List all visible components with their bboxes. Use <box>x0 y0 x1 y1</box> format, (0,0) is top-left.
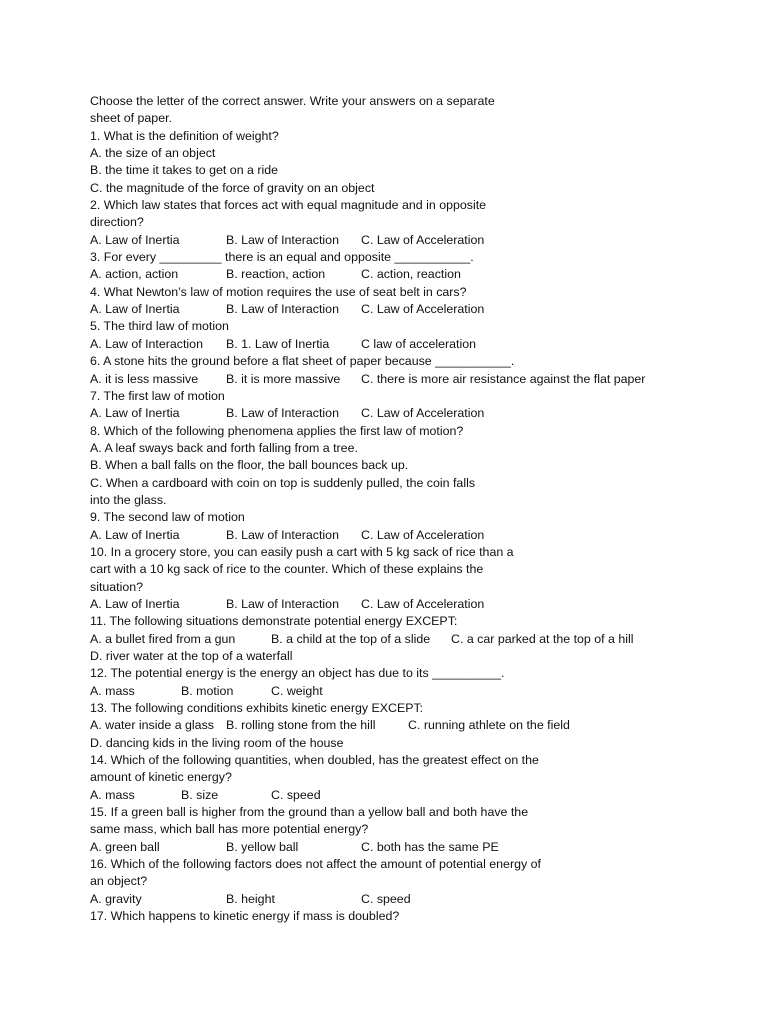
answer-option: C law of acceleration <box>361 336 477 351</box>
question-text: 9. The second law of motion <box>90 510 245 525</box>
answer-option: B. size <box>181 787 219 802</box>
options-row <box>90 527 730 544</box>
answer-option: B. 1. Law of Inertia <box>226 336 330 351</box>
answer-option: B. Law of Interaction <box>226 596 339 611</box>
question-text: 8. Which of the following phenomena applies the first law of motion? <box>90 423 464 438</box>
answer-option: A. Law of Inertia <box>90 596 180 611</box>
answer-option: C. Law of Acceleration <box>361 596 485 611</box>
options-row <box>90 717 730 734</box>
options-row <box>90 891 730 908</box>
options-row <box>90 787 730 804</box>
question-text: 1. What is the definition of weight? <box>90 128 279 143</box>
answer-option: C. When a cardboard with coin on top is suddenly pulled, the coin falls <box>90 475 476 490</box>
answer-option: B. motion <box>181 683 234 698</box>
answer-option: B. height <box>226 891 275 906</box>
answer-option: C. a car parked at the top of a hill <box>451 631 634 646</box>
question-text: 17. Which happens to kinetic energy if mass is doubled? <box>90 909 400 924</box>
answer-option: B. reaction, action <box>226 267 326 282</box>
answer-option: C. weight <box>271 683 323 698</box>
answer-option: B. it is more massive <box>226 371 341 386</box>
answer-option: B. When a ball falls on the floor, the ball bounces back up. <box>90 458 409 473</box>
answer-option: C. there is more air resistance against the flat paper <box>361 371 646 386</box>
question-text: 11. The following situations demonstrate potential energy EXCEPT: <box>90 614 458 629</box>
answer-option: C. the magnitude of the force of gravity on an object <box>90 180 375 195</box>
answer-option: into the glass. <box>90 492 167 507</box>
answer-option: A. water inside a glass <box>90 718 214 733</box>
answer-option: C. speed <box>361 891 411 906</box>
answer-option: D. dancing kids in the living room of the house <box>90 735 344 750</box>
options-row <box>90 266 730 283</box>
answer-option: D. river water at the top of a waterfall <box>90 649 293 663</box>
options-row <box>90 683 730 700</box>
answer-option: A. Law of Inertia <box>90 302 180 317</box>
question-text: 4. What Newton’s law of motion requires the use of seat belt in cars? <box>90 284 467 299</box>
answer-option: A. Law of Inertia <box>90 527 180 542</box>
question-text: amount of kinetic energy? <box>90 770 232 785</box>
options-row <box>90 405 730 422</box>
instructions-line: sheet of paper. <box>90 111 172 126</box>
question-text: 2. Which law states that forces act with equal magnitude and in opposite <box>90 198 487 213</box>
question-text: 13. The following conditions exhibits kinetic energy EXCEPT: <box>90 701 424 716</box>
answer-option: A. green ball <box>90 839 160 854</box>
answer-option: A. Law of Interaction <box>90 336 203 351</box>
answer-option: B. rolling stone from the hill <box>226 718 376 733</box>
answer-option: A. Law of Inertia <box>90 406 180 421</box>
answer-option: C. Law of Acceleration <box>361 406 485 421</box>
answer-option: A. A leaf sways back and forth falling from a tree. <box>90 440 358 455</box>
question-text: 7. The first law of motion <box>90 388 225 403</box>
answer-option: C. Law of Acceleration <box>361 527 485 542</box>
answer-option: A. the size of an object <box>90 146 216 161</box>
quiz-content <box>90 93 730 926</box>
answer-option: B. Law of Interaction <box>226 302 339 317</box>
question-text: 6. A stone hits the ground before a flat sheet of paper because ___________. <box>90 354 515 369</box>
question-text: 16. Which of the following factors does not affect the amount of potential energy of <box>90 857 541 872</box>
question-text: 12. The potential energy is the energy an object has due to its __________. <box>90 666 505 681</box>
answer-option: B. a child at the top of a slide <box>271 631 431 646</box>
answer-option: C. Law of Acceleration <box>361 232 485 247</box>
answer-option: C. both has the same PE <box>361 839 499 854</box>
answer-option: A. a bullet fired from a gun <box>90 631 236 646</box>
question-text: cart with a 10 kg sack of rice to the counter. Which of these explains the <box>90 562 484 577</box>
options-row <box>90 301 730 318</box>
answer-option: C. action, reaction <box>361 267 461 282</box>
options-row <box>90 596 730 613</box>
question-text: 5. The third law of motion <box>90 319 229 334</box>
question-text: 14. Which of the following quantities, when doubled, has the greatest effect on the <box>90 753 539 768</box>
answer-option: B. Law of Interaction <box>226 232 339 247</box>
options-row <box>90 631 730 648</box>
answer-option: C. speed <box>271 787 321 802</box>
question-text: situation? <box>90 579 144 594</box>
answer-option: C. running athlete on the field <box>408 718 570 733</box>
answer-option: C. Law of Acceleration <box>361 302 485 317</box>
options-row <box>90 371 730 388</box>
answer-option: A. mass <box>90 683 135 698</box>
options-row <box>90 232 730 249</box>
instructions-line: Choose the letter of the correct answer. Write your answers on a separate <box>90 94 495 108</box>
question-text: direction? <box>90 215 144 230</box>
answer-option: A. gravity <box>90 891 142 906</box>
answer-option: A. mass <box>90 787 135 802</box>
question-text: 3. For every _________ there is an equal and opposite ___________. <box>90 250 474 265</box>
question-text: same mass, which ball has more potential energy? <box>90 822 369 837</box>
question-text: 10. In a grocery store, you can easily push a cart with 5 kg sack of rice than a <box>90 544 514 559</box>
answer-option: A. Law of Inertia <box>90 232 180 247</box>
answer-option: B. Law of Interaction <box>226 527 339 542</box>
question-text: 15. If a green ball is higher from the ground than a yellow ball and both have the <box>90 805 529 820</box>
answer-option: A. it is less massive <box>90 371 199 386</box>
options-row <box>90 839 730 856</box>
answer-option: B. the time it takes to get on a ride <box>90 163 279 178</box>
answer-option: B. Law of Interaction <box>226 406 339 421</box>
answer-option: A. action, action <box>90 267 179 282</box>
question-text: an object? <box>90 874 148 889</box>
answer-option: B. yellow ball <box>226 839 299 854</box>
options-row <box>90 336 730 353</box>
